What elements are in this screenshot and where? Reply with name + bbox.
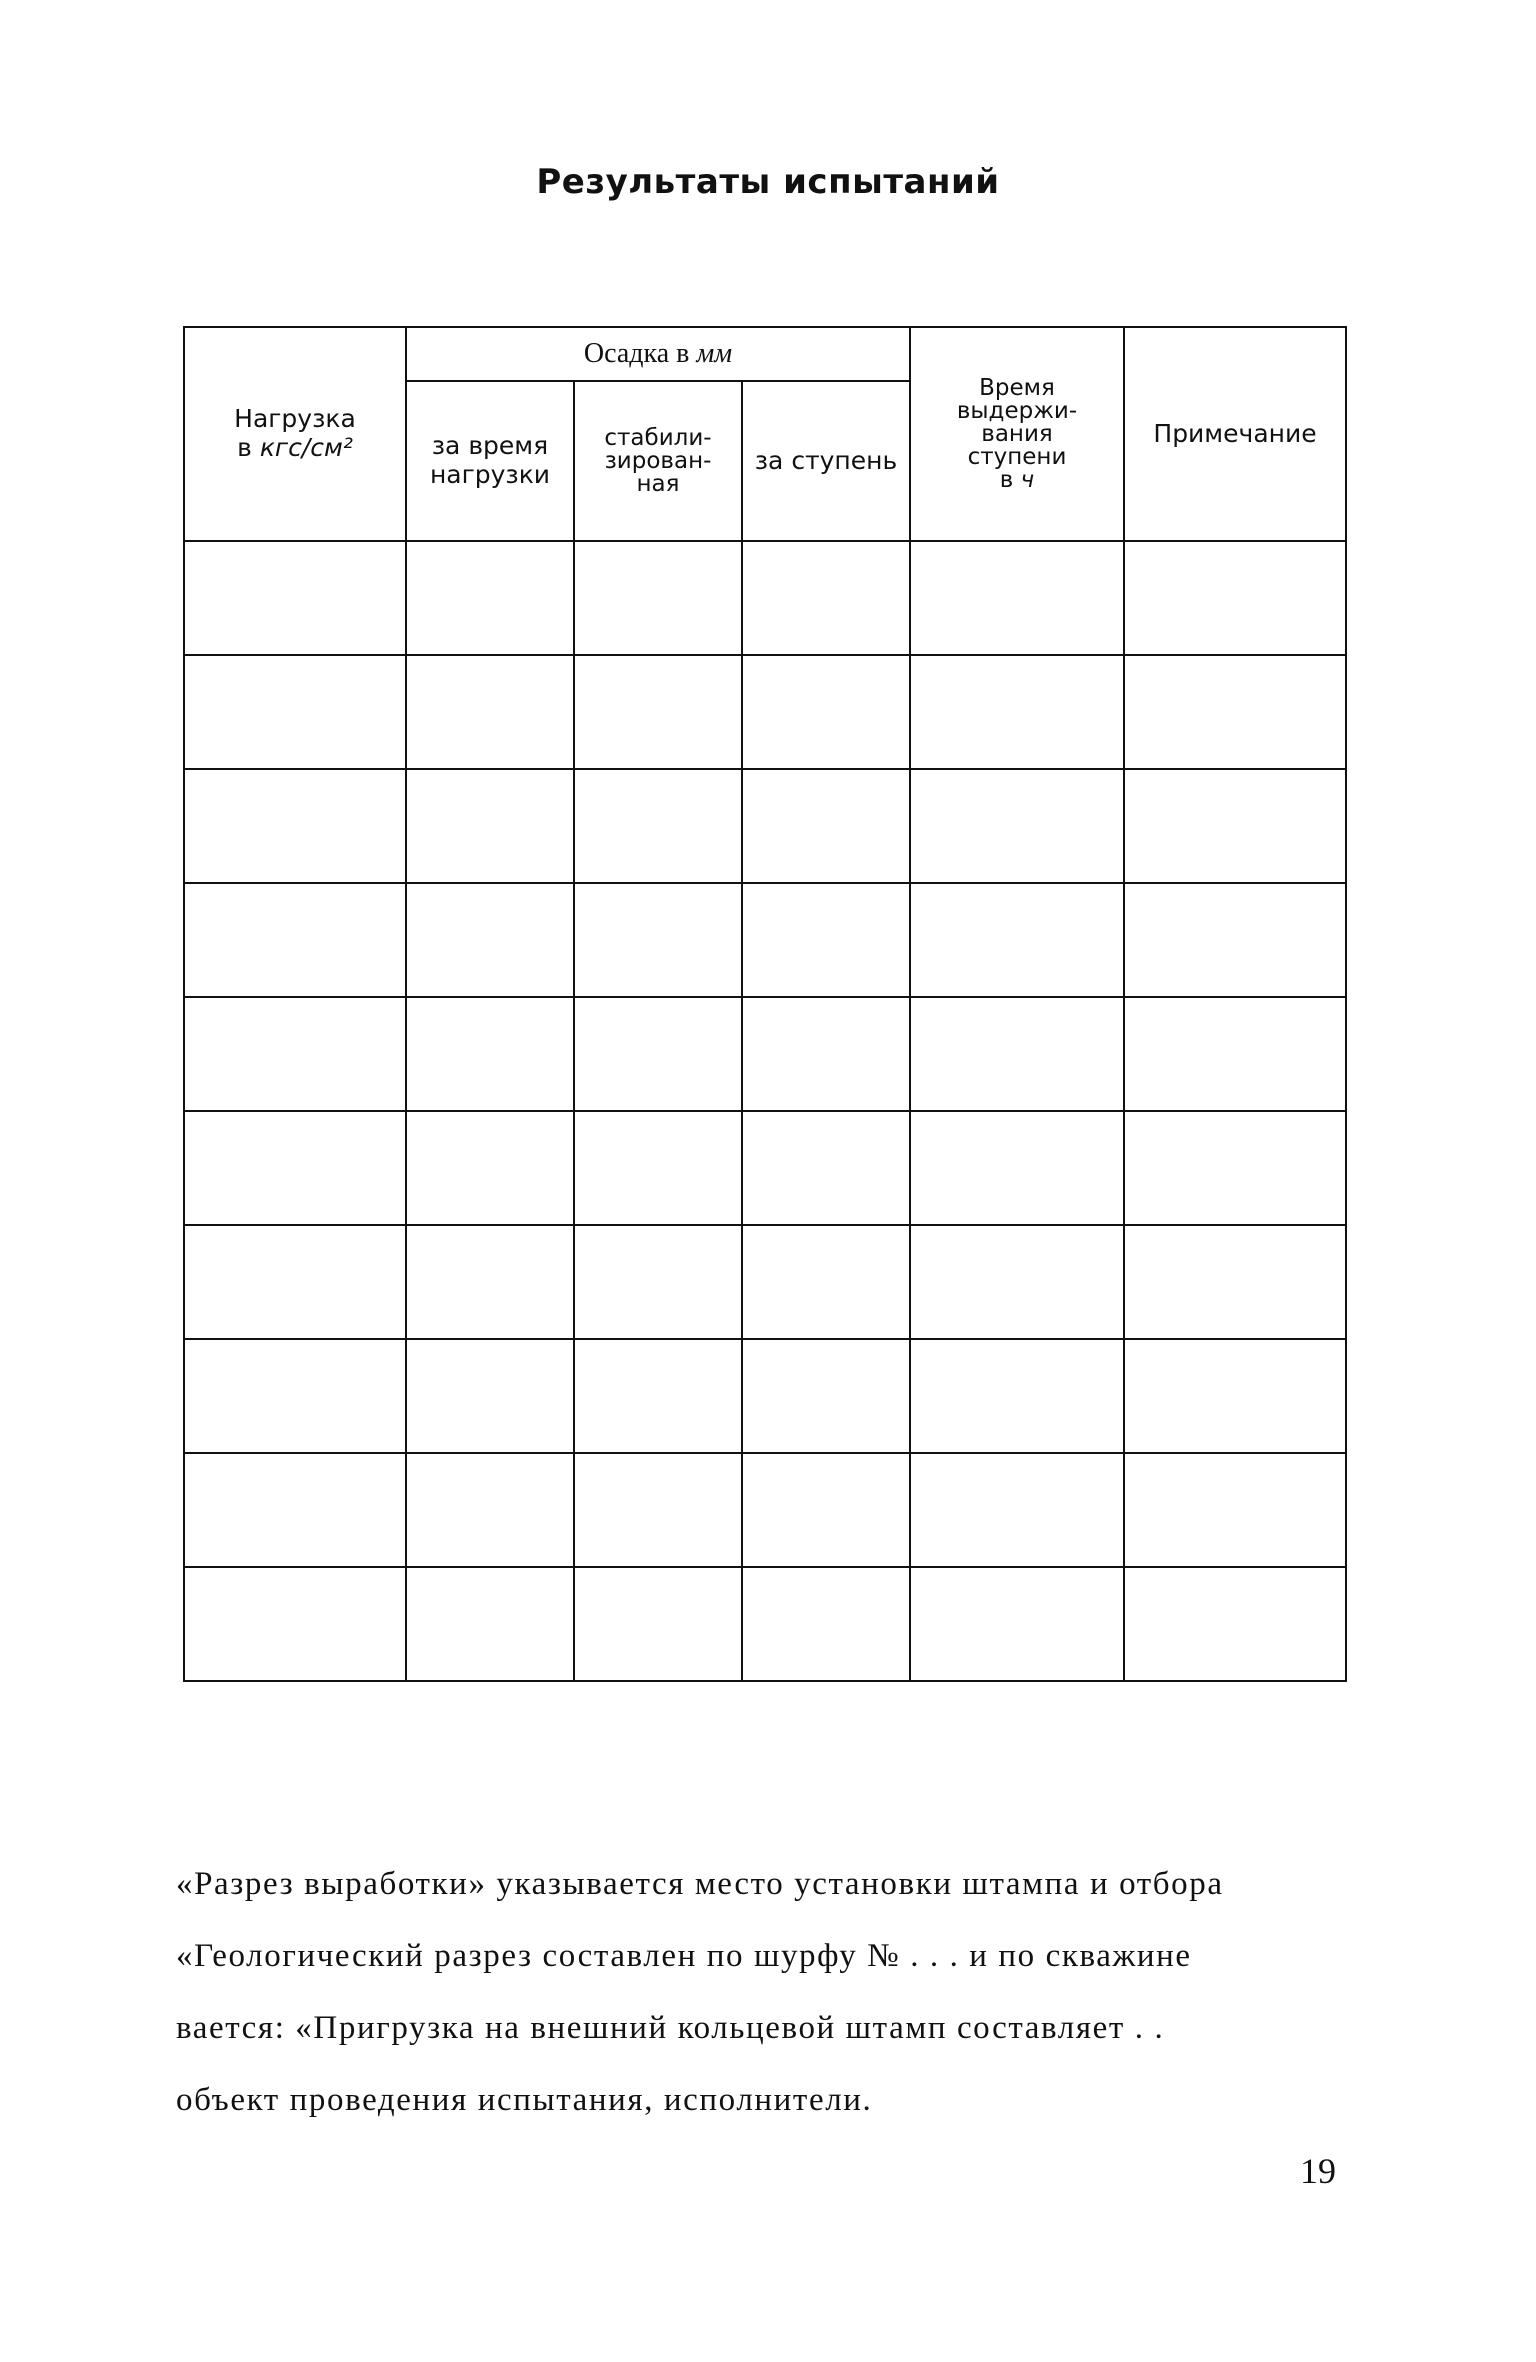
header-during-loading [406,381,574,541]
table-cell [184,1567,406,1681]
text-line-2: «Геологический разрез составлен по шурфу № . . . и по скважине [176,1938,1192,1974]
page-title: Результаты испытаний [536,162,1000,202]
table-cell [574,1339,742,1453]
header-load [184,327,406,541]
table-cell [406,1225,574,1339]
table-cell [910,1111,1124,1225]
table-cell [184,883,406,997]
table-cell [406,997,574,1111]
table-row [184,1567,1346,1681]
header-stabilized [574,381,742,541]
table-cell [910,1453,1124,1567]
table-row [184,655,1346,769]
table-cell [184,1339,406,1453]
table-cell [910,655,1124,769]
table-cell [742,1339,910,1453]
table-cell [742,1225,910,1339]
text-line-3: вается: «Пригрузка на внешний кольцевой штамп составляет . . [176,2010,1165,2046]
table-cell [574,1111,742,1225]
table-row [184,883,1346,997]
table-cell [574,997,742,1111]
header-hold-time-unit: ч [1020,466,1035,493]
table-cell [184,541,406,655]
table-cell [1124,883,1346,997]
table-cell [184,655,406,769]
header-load-unit-prefix: в [237,433,252,462]
table-cell [1124,997,1346,1111]
table-cell [742,769,910,883]
table-cell [742,997,910,1111]
table-cell [184,1225,406,1339]
table-cell [574,541,742,655]
header-hold-time-line4: ступени [967,443,1067,470]
text-line-4: объект проведения испытания, исполнители. [176,2082,873,2118]
page-number: 19 [1300,2151,1336,2191]
table-cell [574,1453,742,1567]
table-cell [184,1111,406,1225]
table-cell [184,1453,406,1567]
table-cell [1124,1339,1346,1453]
table-row [184,1111,1346,1225]
table-cell [406,655,574,769]
table-cell [910,769,1124,883]
header-load-label: Нагрузка [234,404,356,434]
header-hold-time [910,327,1124,541]
table-cell [910,883,1124,997]
table-cell [742,1567,910,1681]
table-cell [742,541,910,655]
table-cell [406,1567,574,1681]
table-cell [406,541,574,655]
text-line-1: «Разрез выработки» указывается место установки штампа и отбора [176,1866,1224,1902]
table-cell [1124,541,1346,655]
table-cell [406,1111,574,1225]
table-cell [910,1339,1124,1453]
table-cell [1124,1225,1346,1339]
table-row [184,1339,1346,1453]
table-cell [910,541,1124,655]
header-hold-time-line2: выдержи- [956,397,1078,424]
table-row [184,1453,1346,1567]
table-cell [1124,769,1346,883]
header-settlement [406,327,910,381]
table-cell [742,883,910,997]
header-settlement-label: Осадка в [583,337,690,369]
table-row [184,1225,1346,1339]
table-cell [742,1453,910,1567]
table-row [184,541,1346,655]
header-stabilized-line1: стабили- [604,424,712,451]
table-cell [742,655,910,769]
header-during-loading-line1: за время [431,431,549,461]
header-stabilized-line2: зирован- [604,447,712,474]
test-results-table [183,326,1347,1682]
header-note: Примечание [1124,327,1346,541]
header-hold-time-line1: Время [979,374,1055,401]
table-cell [184,997,406,1111]
table-cell [910,997,1124,1111]
table-cell [910,1567,1124,1681]
table-cell [1124,655,1346,769]
table-cell [742,1111,910,1225]
table-row [184,997,1346,1111]
header-during-loading-line2: нагрузки [429,460,551,489]
table-cell [1124,1111,1346,1225]
table-row [184,769,1346,883]
table-cell [574,655,742,769]
table-cell [406,883,574,997]
table-cell [574,883,742,997]
table-cell [574,1225,742,1339]
table-cell [406,1453,574,1567]
table-cell [1124,1567,1346,1681]
table-cell [910,1225,1124,1339]
header-hold-time-line3: вания [981,420,1053,447]
header-settlement-unit: мм [696,337,733,369]
header-hold-time-line5: в [999,466,1014,493]
table-cell [184,769,406,883]
header-per-step: за ступень [742,381,910,541]
table-cell [406,769,574,883]
header-stabilized-line3: ная [636,470,680,497]
table-cell [406,1339,574,1453]
header-load-unit: кгс/см² [259,433,353,462]
table-cell [574,1567,742,1681]
table-cell [574,769,742,883]
table-cell [1124,1453,1346,1567]
